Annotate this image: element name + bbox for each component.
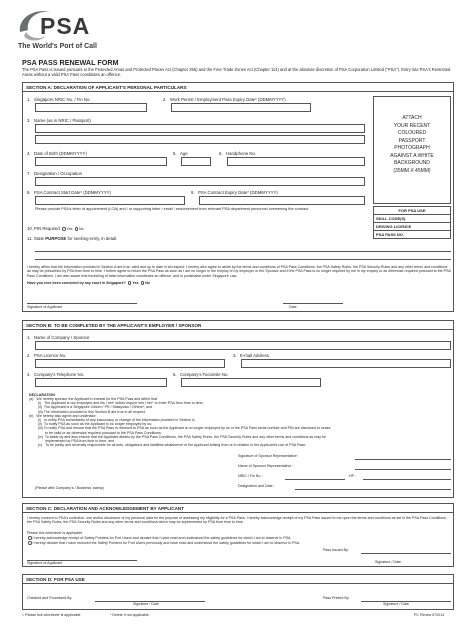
pass-issued-label: Pass Issued By: [323, 548, 349, 552]
footer-version: PC Renew 072014 [414, 613, 445, 617]
decl-line: (iii) The information provided in this Section B are true in all respect. [29, 409, 146, 414]
section-c-signature-label: Signature of Applicant [27, 561, 62, 565]
sponsor-signature-line[interactable] [355, 459, 451, 460]
convicted-yes-radio[interactable] [128, 281, 132, 285]
applicant-declaration: I hereby affirm that the information provided in Section A are true, valid and up to date in all respect. I hereby also agree to abide by the terms and conditions of PSA Pass Conditions, the PSA Safety Rules, the PSA Security Rules and any other terms and conditions as may be prescribed by PSA from time to time. I further agree to return the PSA Pass as soon as I am no longer in the employ of my employer or the Sponsor and if the PSA Pass is no longer required by me in my employ or as otherwise required pursuant to the PSA Pass Conditions. I am also aware that furnishing of false information constitutes an offence, and is punishable under Singapore Law. [27, 265, 451, 278]
work-permit-input[interactable] [171, 103, 311, 112]
checked-by-date-label: Signature / Date [133, 602, 159, 606]
pin-yes-radio[interactable] [62, 227, 66, 231]
photo-instruction-line: ATTACH [402, 115, 422, 121]
photo-instruction-line: COLOURED [397, 130, 427, 136]
photo-instruction-line: YOUR RECENT [393, 122, 431, 129]
field-name: 3. Name (as in NRIC / Passport) [27, 118, 91, 123]
psa-use-row: DRIVING LICENCE [374, 223, 451, 231]
safety-option-2-radio[interactable] [28, 541, 32, 545]
pin-no-radio[interactable] [75, 227, 79, 231]
intro-text: The PSA Pass is issued pursuant to the Protected Areas and Protected Places Act (Chapter 256) and the Free Trade Zones Act (Chapter 114) and at the absolute discretion of PSA Corporation Limited ("PSA"). Entry into PSA's Restricted Areas without a valid PSA Pass constitutes an offence. [22, 67, 451, 77]
safety-option-1: I hereby acknowledge receipt of Safety Pointers for Port Users and declare that I have read and understood the safety guidelines for which I am to observe in PSA. [27, 536, 291, 540]
decl-line: to be valid or as otherwise required pursuant to the PSA Pass Conditions. [29, 430, 162, 435]
dob-input[interactable] [35, 157, 167, 166]
safety-option-2: I hereby declare that I have received the Safety Pointers for Port Users previously and have read and understood the safety guidelines for which I am to observe in PSA. [27, 541, 300, 545]
field-work-permit: 2. Work Permit / Employment Pass Expiry Date* (DDMMYYYY) [163, 97, 286, 102]
consent-text: I hereby consent to PSA's collection, use and/or disclosure of my personal data for the purpose of assessing my eligibility for a PSA Pass. I hereby acknowledge receipt of my PSA Pass issued to me upon the terms and conditions as set in the PSA Pass Conditions, the PSA Safety Rules, the PSA Security Rules and any other terms and conditions which may be implemented by PSA from time to time. [27, 516, 447, 525]
decl-line: (b) We hereby also agree and undertake: [29, 413, 97, 418]
sponsor-designation-line[interactable] [295, 489, 451, 490]
applicant-date-label: Date [289, 305, 297, 309]
age-input[interactable] [181, 157, 211, 166]
decl-line: (i) The Applicant is our employee and his / her* duties require him / her* to enter PSA from time to time; [29, 401, 204, 406]
safety-option-1-radio[interactable] [28, 536, 32, 540]
footer-delete-note: * Delete if not applicable. [110, 613, 150, 617]
photo-instruction-line: AGAINST A WHITE [390, 152, 434, 159]
tagline: The World's Port of Call [18, 43, 97, 50]
sponsor-name-label: Name of Sponsor Representative : [238, 464, 294, 468]
section-c [22, 503, 454, 567]
telephone-input[interactable] [35, 378, 167, 387]
decl-line: (ii) To notify PSA as soon as the Applicant is no longer employed by us; [29, 422, 152, 427]
section-c-title: SECTION C: DECLARATION AND ACKNOWLEDGEMENT BY APPLICANT [23, 504, 453, 513]
sponsor-hp-line[interactable] [363, 479, 451, 480]
purpose-line-1[interactable] [35, 251, 451, 252]
applicant-date-line[interactable] [283, 303, 343, 304]
conviction-question: Have you ever been convicted by any court in Singapore? Yes No [27, 281, 150, 285]
handphone-input[interactable] [227, 157, 365, 166]
psa-logo-text: PSA [40, 13, 91, 39]
purpose-line-2[interactable] [35, 259, 451, 260]
nric-input[interactable] [35, 103, 147, 112]
footer-tick-note: ○ Please tick whichever is applicable [22, 613, 81, 617]
decl-line: (iii) To notify PSA and ensure that the PSA Pass is returned to PSA as soon as the Applicant is no longer employed by us or the PSA Pass serial number and PIN are disclosed or cease [29, 426, 331, 431]
licence-input[interactable] [35, 359, 225, 368]
tick-instruction: Please tick whichever is applicable [27, 531, 83, 535]
email-input[interactable] [241, 359, 451, 368]
printed-by-label: Pass Printed By: [323, 596, 350, 600]
field-nric: 1. Singapore NRIC No. / Fin No. [27, 97, 91, 102]
decl-line: (i) to notify PSA immediately of any inaccuracy or change of the information provided in Section A; [29, 418, 196, 423]
designation-input[interactable] [35, 177, 365, 186]
field-telephone: 4. Company's Telephone No. [27, 372, 85, 377]
declaration-title: DECLARATION [29, 393, 55, 397]
field-handphone: 6. Handphone No. [219, 151, 257, 156]
loa-note: Please provide PSA's letter of appointment (LOA) and / or supporting letter / email / endorsement from relevant PSA department personnel overseeing the contract. [35, 207, 310, 211]
sponsor-nric-line[interactable] [285, 479, 345, 480]
sponsor-designation-label: Designation and Date : [238, 484, 275, 488]
field-company-name: 1. Name of Company / Sponsor [27, 335, 90, 340]
convicted-no-radio[interactable] [141, 281, 145, 285]
psa-use-title: FOR PSA USE [374, 207, 451, 215]
photo-instruction-line: PHOTOGRAPH [394, 145, 430, 151]
field-dob: 4. Date of Birth (DDMMYYYY) [27, 151, 87, 156]
checked-by-label: Checked and Processed By: [27, 596, 73, 600]
section-b [22, 320, 454, 498]
contract-start-input[interactable] [35, 196, 185, 205]
section-a-title: SECTION A: DECLARATION OF APPLICANT'S PERSONAL PARTICULARS [23, 83, 453, 92]
sponsor-declaration-list [29, 397, 449, 447]
contract-expiry-input[interactable] [199, 196, 365, 205]
decl-line: (a) We hereby sponsor the Applicant's renewal for the PSA Pass and affirm that [29, 397, 158, 401]
section-d [22, 574, 454, 610]
printed-by-date-label: Signature / Date [383, 602, 409, 606]
form-title: PSA PASS RENEWAL FORM [22, 58, 119, 67]
field-designation: 7. Designation / Occupation [27, 171, 83, 176]
section-b-title: SECTION B: TO BE COMPLETED BY THE APPLICANT'S EMPLOYER / SPONSOR [23, 321, 453, 330]
field-licence: 2. PSA Licence No. [27, 353, 67, 358]
photo-instruction-line: (35MM X 45MM) [393, 167, 431, 174]
name-input[interactable] [35, 124, 365, 133]
applicant-signature-label: Signature of Applicant [27, 305, 62, 309]
photo-instruction-line: BACKGROUND [394, 160, 430, 166]
field-facsimile: 5. Company's Facsimile No. [173, 372, 229, 377]
field-email: 3. E-mail Address [233, 353, 269, 358]
decl-line: (ii) The Applicant is a Singapore Citizen / PR / Malaysian / Others*; and [29, 405, 152, 410]
field-contract-start: 8. PSA Contract Start Date* (DDMMYYYY) [27, 190, 111, 195]
field-pin: 10.PIN Required Yes No [27, 226, 84, 231]
sponsor-name-line[interactable] [355, 469, 451, 470]
company-stamp-label: (Please affix Company's / Business' stamp) [35, 486, 104, 490]
field-age: 5. Age [173, 151, 188, 156]
field-contract-expiry: 9. PSA Contract Expiry Date* (DDMMYYYY) [191, 190, 278, 195]
facsimile-input[interactable] [181, 378, 321, 387]
section-a [22, 82, 454, 312]
psa-use-table [373, 206, 451, 239]
psa-use-row: PSA PASS NO. [374, 231, 451, 239]
section-d-title: SECTION D: FOR PSA USE [23, 575, 453, 584]
pass-issued-date-label: Signature / Date [375, 560, 401, 564]
psa-use-row: SKILL CODE(S) [374, 215, 451, 223]
decl-line: (v) To be jointly and severally responsible for all acts, obligations and liabilities whatsoever of the Applicant arising from or in relation to the Applicant's use of PSA Pass. [29, 443, 307, 448]
sponsor-hp-label: HP : [349, 474, 356, 478]
field-purpose: 11.State PURPOSE for seeking entry, in detail. [27, 236, 118, 241]
decl-line: (iv) To abide by and also ensure that the Applicant abides by the PSA Pass Conditions, the PSA Safety Rules, the PSA Security Rules and any other terms and conditions as may be [29, 434, 326, 439]
company-name-input[interactable] [35, 341, 451, 350]
photo-instruction-line: PASSPORT [398, 137, 426, 144]
name-input-2[interactable] [35, 135, 365, 144]
sponsor-nric-label: NRIC / Fin No. : [238, 474, 264, 478]
applicant-signature-line[interactable] [27, 303, 137, 304]
sponsor-signature-label: Signature of Sponsor Representative : [238, 454, 299, 458]
photo-box [373, 96, 451, 204]
decl-line: implemented by PSA from time to time; and [29, 439, 115, 444]
pass-issued-line[interactable] [361, 553, 451, 554]
